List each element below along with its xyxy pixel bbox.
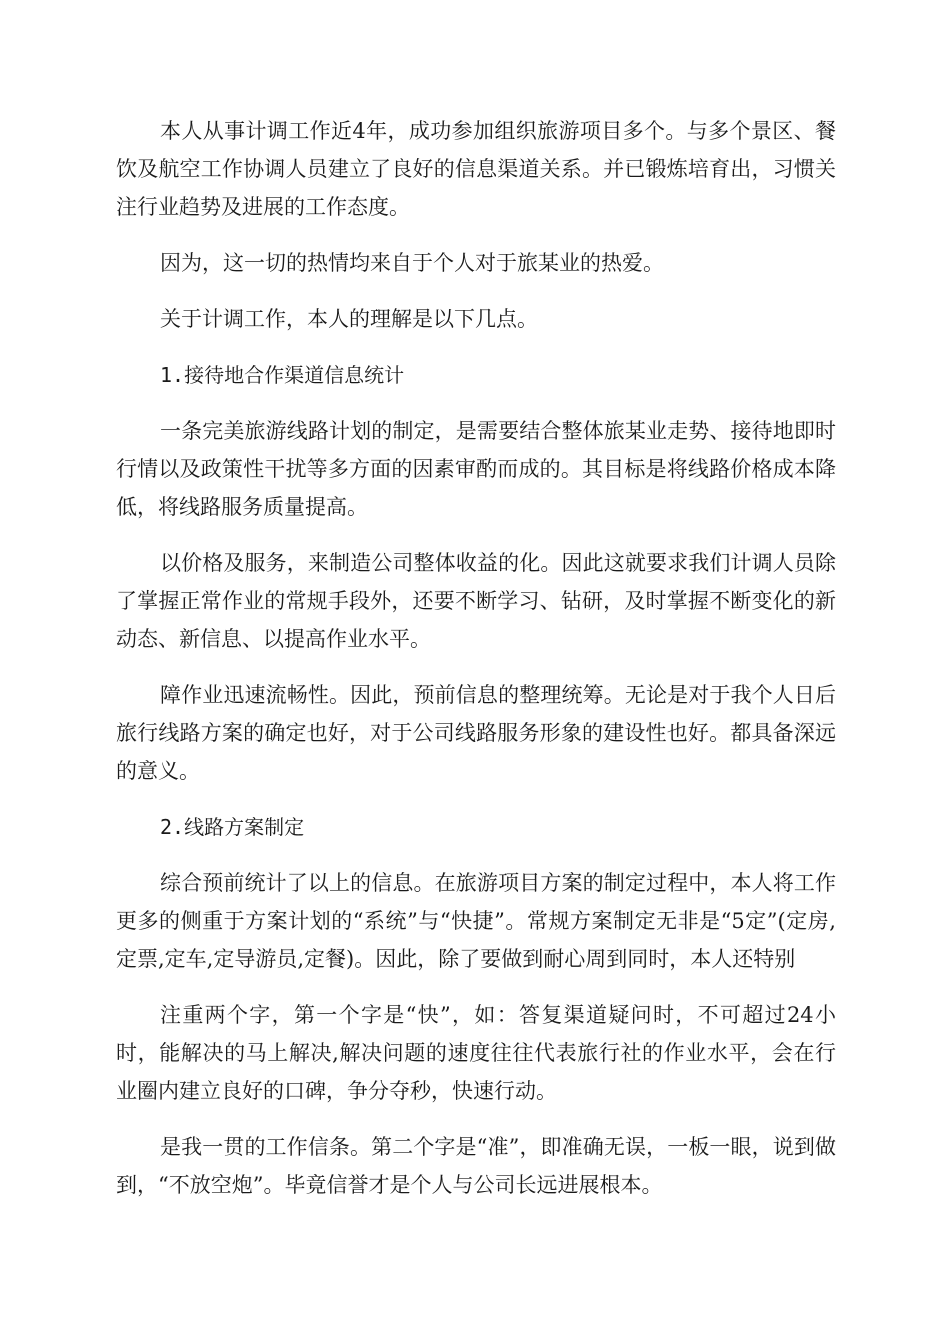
paragraph-passion: 因为，这一切的热情均来自于个人对于旅某业的热爱。 [160, 251, 664, 275]
paragraph-understanding-intro: 关于计调工作，本人的理解是以下几点。 [160, 307, 538, 331]
paragraph-price-service: 以价格及服务，来制造公司整体收益的化。因此这就要求我们计调人员除了掌握正常作业的常规手段外，还要不断学习、钻研，及时掌握不断变化的新动态、新信息、以提高作业水平。 [116, 551, 836, 651]
paragraph-route-plan: 一条完美旅游线路计划的制定，是需要结合整体旅某业走势、接待地即时行情以及政策性干扰等多方面的因素审酌而成的。其目标是将线路价格成本降低，将线路服务质量提高。 [116, 419, 836, 519]
paragraph-experience: 本人从事计调工作近4年，成功参加组织旅游项目多个。与多个景区、餐饮及航空工作协调人员建立了良好的信息渠道关系。并已锻炼培育出，习惯关注行业趋势及进展的工作态度。 [116, 119, 836, 219]
section-heading-1: 1.接待地合作渠道信息统计 [160, 363, 405, 387]
paragraph-accuracy: 是我一贯的工作信条。第二个字是“准”，即准确无误，一板一眼，说到做到，“不放空炮”。毕竟信誉才是个人与公司长远进展根本。 [116, 1135, 836, 1197]
paragraph-plan-formulation: 综合预前统计了以上的信息。在旅游项目方案的制定过程中，本人将工作更多的侧重于方案计划的“系统”与“快捷”。常规方案制定无非是“5定”(定房,定票,定车,定导游员,定餐)。因此，除了要做到耐心周到同时，本人还特别 [116, 871, 836, 971]
paragraph-operation-smoothness: 障作业迅速流畅性。因此，预前信息的整理统筹。无论是对于我个人日后旅行线路方案的确定也好，对于公司线路服务形象的建设性也好。都具备深远的意义。 [116, 683, 836, 783]
document-page [116, 112, 836, 1222]
section-heading-2: 2.线路方案制定 [160, 815, 305, 839]
paragraph-speed: 注重两个字，第一个字是“快”，如：答复渠道疑问时，不可超过24小时，能解决的马上解决,解决问题的速度往往代表旅行社的作业水平，会在行业圈内建立良好的口碑，争分夺秒，快速行动。 [116, 1003, 836, 1103]
